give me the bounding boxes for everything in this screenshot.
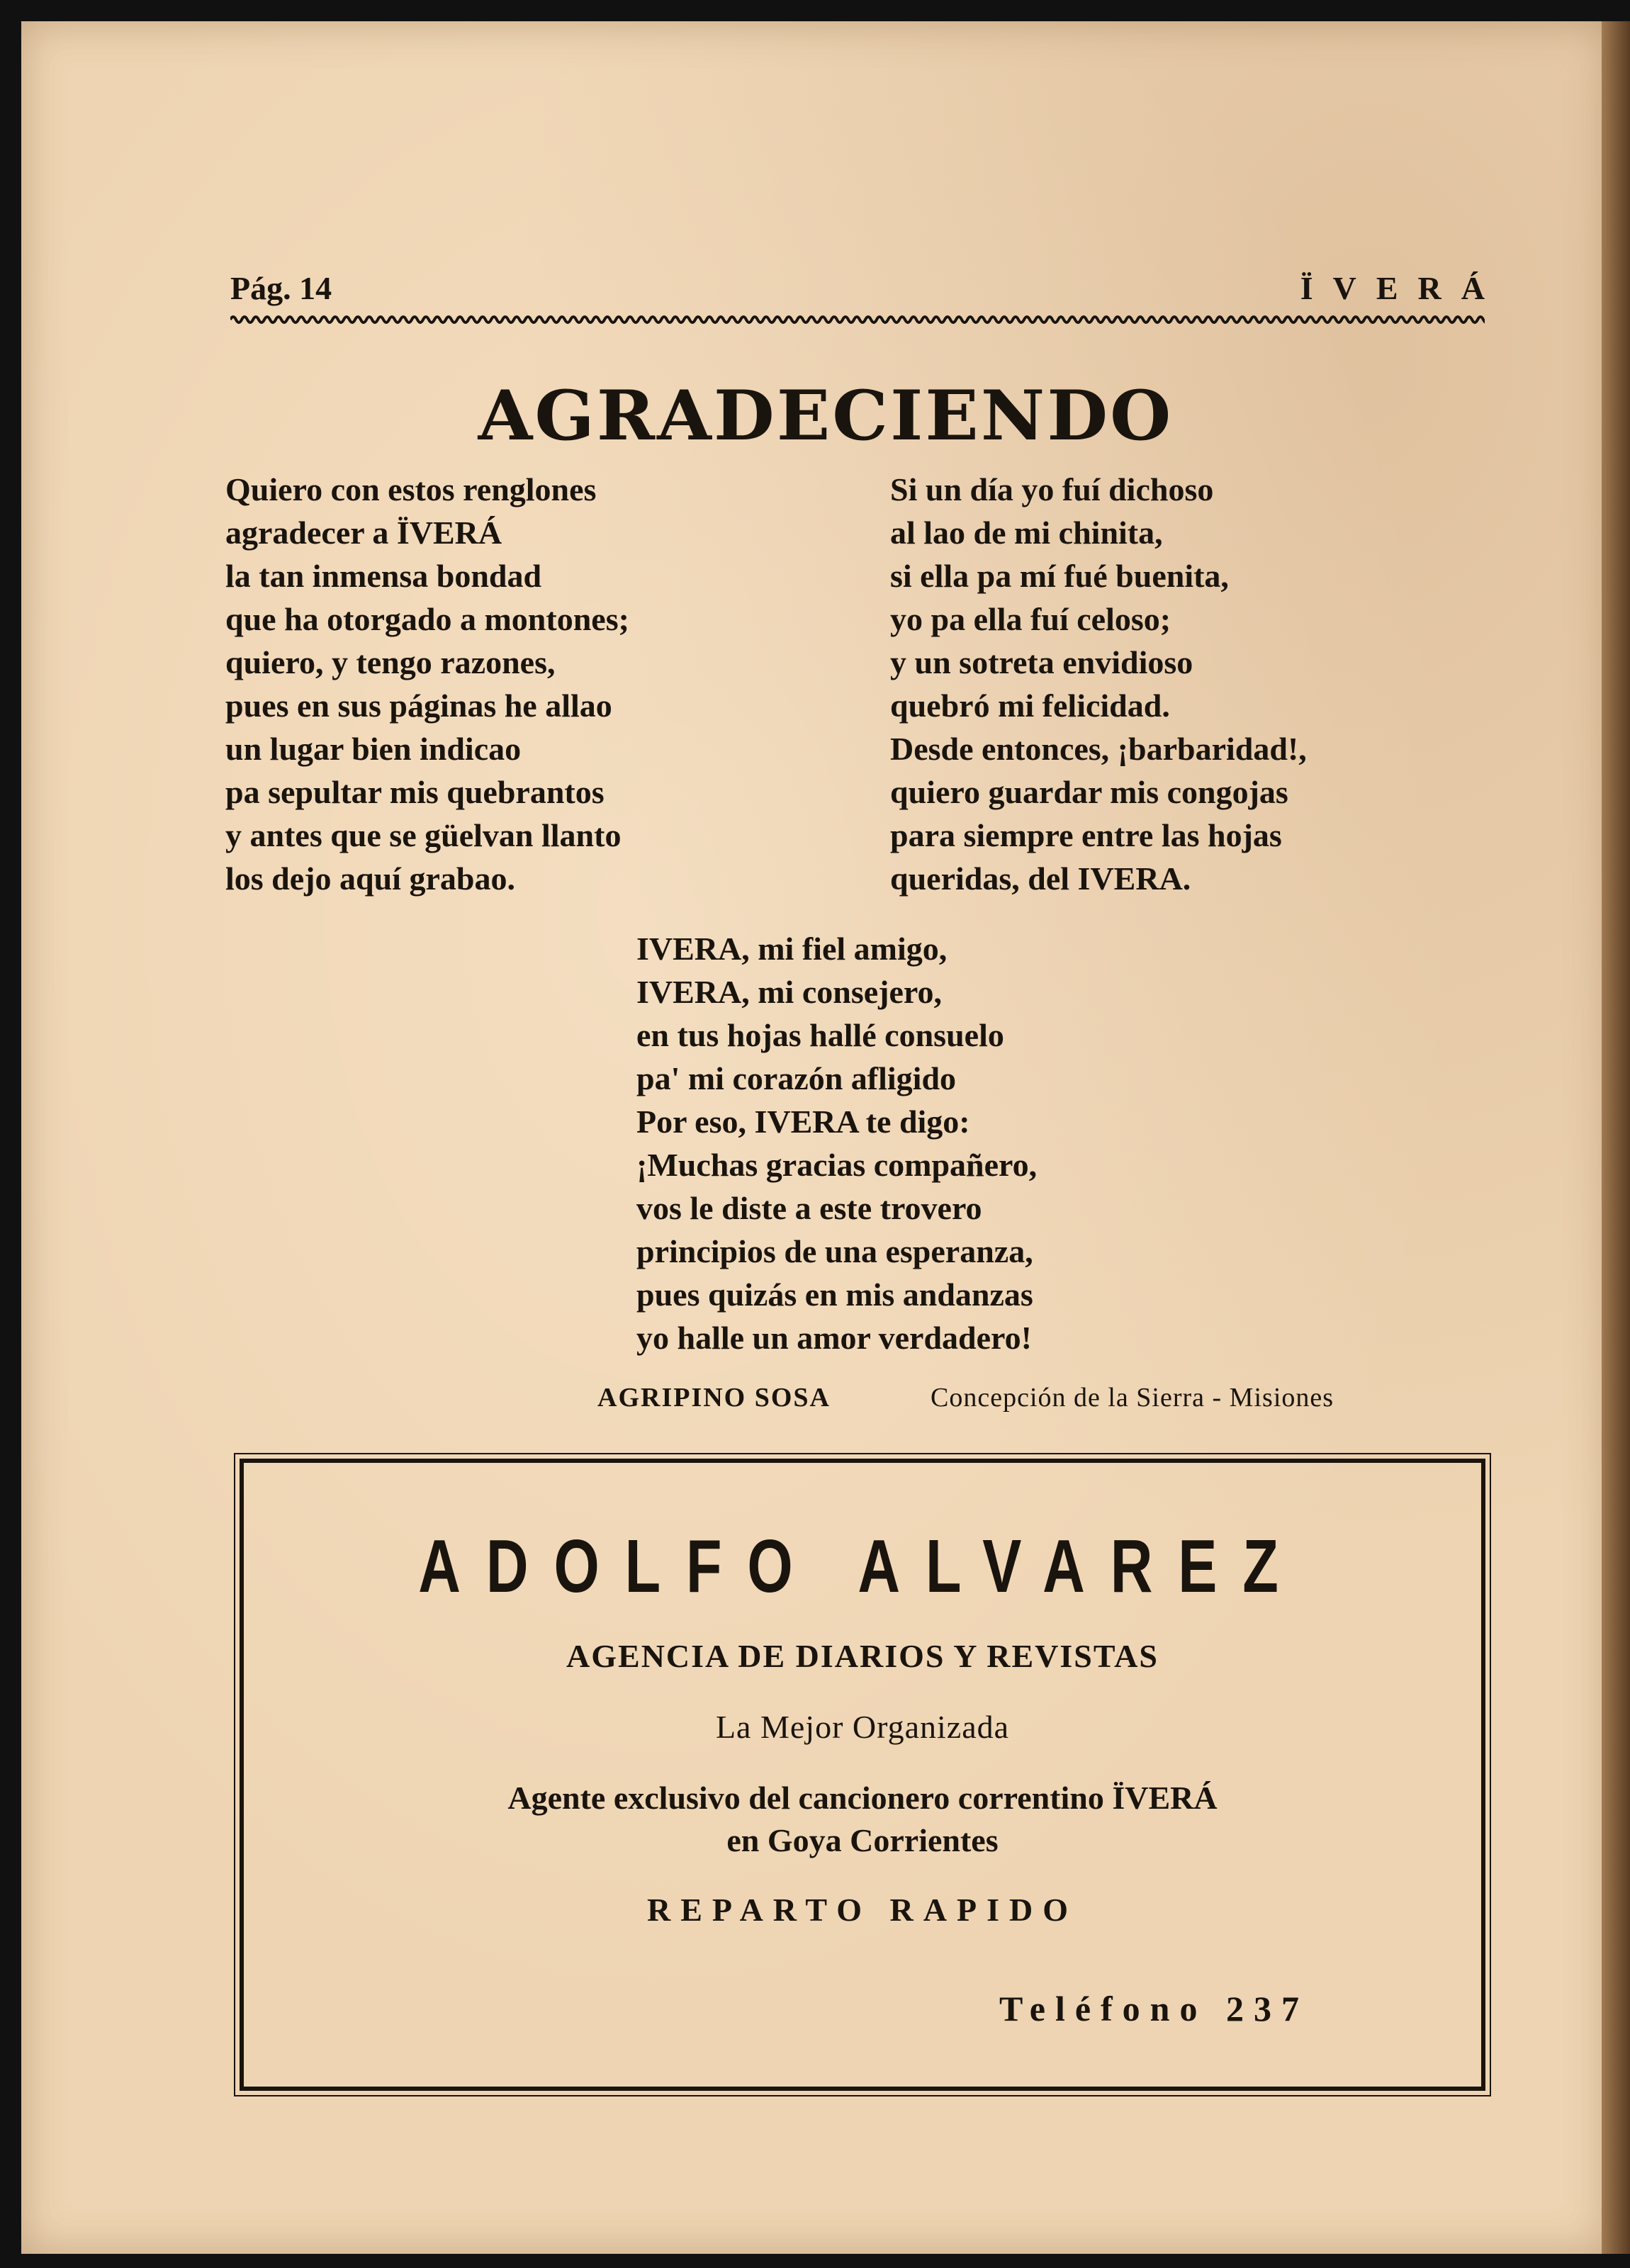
poem-right-stanza (890, 468, 1307, 900)
poem-line: yo halle un amor verdadero! (636, 1320, 1032, 1356)
poem-line: Quiero con estos renglones (225, 471, 597, 507)
poem-line: y antes que se güelvan llanto (225, 817, 622, 853)
page-number: Pág. 14 (230, 270, 332, 306)
poem-line: IVERA, mi consejero, (636, 974, 942, 1010)
page-header (230, 269, 1505, 312)
poem-line: pues en sus páginas he allao (225, 687, 612, 724)
poem-author: AGRIPINO SOSA (597, 1383, 831, 1413)
poem-left-stanza (225, 468, 629, 900)
poem-line: quebró mi felicidad. (890, 687, 1170, 724)
ad-agent-location: en Goya Corrientes (726, 1822, 999, 1858)
ad-slogan: La Mejor Organizada (715, 1709, 1010, 1745)
poem-title: AGRADECIENDO (478, 376, 1174, 456)
ad-company-name: ADOLFO ALVAREZ (418, 1525, 1304, 1608)
ad-delivery: REPARTO RAPIDO (647, 1892, 1078, 1928)
poem-line: pa sepultar mis quebrantos (225, 774, 605, 810)
poem-line: que ha otorgado a montones; (225, 601, 629, 637)
poem-line: Por eso, IVERA te digo: (636, 1104, 970, 1140)
poem-line: quiero, y tengo razones, (225, 644, 556, 680)
poem-line: un lugar bien indicao (225, 731, 522, 767)
poem-line: ¡Muchas gracias compañero, (636, 1147, 1038, 1183)
poem-line: Desde entonces, ¡barbaridad!, (890, 731, 1307, 767)
poem-line: pues quizás en mis andanzas (636, 1276, 1033, 1313)
poem-line: queridas, del IVERA. (890, 860, 1191, 897)
book-spine (1602, 21, 1630, 2254)
poem-line: y un sotreta envidioso (890, 644, 1193, 680)
poem-line: al lao de mi chinita, (890, 515, 1163, 551)
poem-place: Concepción de la Sierra - Misiones (931, 1383, 1334, 1413)
poem-line: la tan inmensa bondad (225, 558, 542, 594)
poem-line: vos le diste a este trovero (636, 1190, 982, 1226)
ad-agent-line: Agente exclusivo del cancionero correntino ÏVERÁ (507, 1780, 1218, 1816)
poem-line: quiero guardar mis congojas (890, 774, 1288, 810)
poem-line: si ella pa mí fué buenita, (890, 558, 1229, 594)
ad-phone: Teléfono 237 (999, 1989, 1309, 2028)
poem-line: en tus hojas hallé consuelo (636, 1017, 1004, 1053)
poem-final-stanza (636, 927, 1037, 1359)
poem-signature (597, 1382, 1334, 1413)
poem-line: yo pa ella fuí celoso; (890, 601, 1171, 637)
poem-line: IVERA, mi fiel amigo, (636, 931, 948, 967)
magazine-name: ÏVERÁ (1300, 270, 1505, 306)
ad-agency: AGENCIA DE DIARIOS Y REVISTAS (566, 1638, 1159, 1674)
poem-line: para siempre entre las hojas (890, 817, 1282, 853)
wavy-divider (230, 312, 1485, 327)
poem-line: Si un día yo fuí dichoso (890, 471, 1214, 507)
poem-line: los dejo aquí grabao. (225, 860, 515, 897)
poem-line: pa' mi corazón afligido (636, 1060, 957, 1096)
poem-line: principios de una esperanza, (636, 1233, 1033, 1269)
poem-line: agradecer a ÏVERÁ (225, 515, 502, 551)
